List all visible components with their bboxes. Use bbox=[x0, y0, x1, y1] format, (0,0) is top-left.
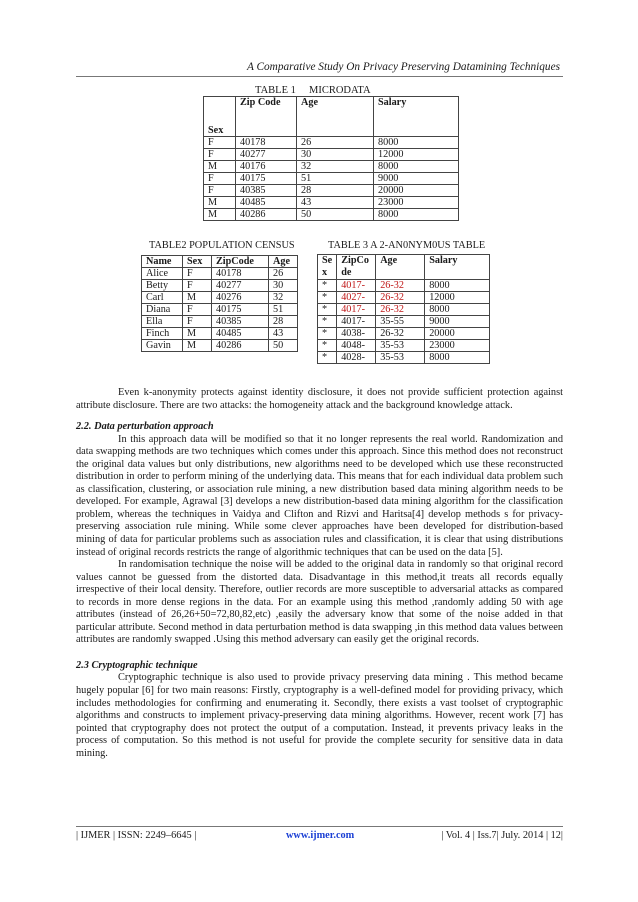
table-row bbox=[318, 328, 490, 340]
table-cell: 8000 bbox=[374, 161, 459, 173]
section-heading-2-2: 2.2. Data perturbation approach bbox=[76, 421, 214, 433]
table-header-cell: Salary bbox=[425, 255, 490, 280]
table-row bbox=[142, 328, 298, 340]
table-row bbox=[142, 304, 298, 316]
paragraph-cryptographic: Cryptographic technique is also used to provide privacy preserving data mining . This method became hugely popular [6] for two main reasons: Firstly, cryptography is a well-defined model for providing privacy, which includes methodologies for confirming and enumerating it. Secondly, there exists a vast toolset of cryptographic algorithms and constructs to implement privacy-preserving data mining algorithms. However, recent work [7] has pointed that cryptography does not protect the output of a computation. Instead, it prevents privacy leaks in the process of computation. So this method is not useful for provide the complete security for sensitive data in data mining. bbox=[76, 672, 563, 759]
table-cell: F bbox=[204, 149, 236, 161]
table-cell: 32 bbox=[297, 161, 374, 173]
table-cell: 4028- bbox=[337, 352, 376, 364]
table-cell: Diana bbox=[142, 304, 183, 316]
table3-caption: TABLE 3 A 2-AN0NYM0US TABLE bbox=[328, 240, 486, 251]
footer-website-link[interactable]: www.ijmer.com bbox=[286, 830, 355, 841]
table-cell: 26 bbox=[297, 137, 374, 149]
section-heading-2-3: 2.3 Cryptographic technique bbox=[76, 659, 198, 671]
table1-caption: TABLE 1 MICRODATA bbox=[255, 85, 371, 96]
table-cell: * bbox=[318, 340, 337, 352]
table-row bbox=[204, 185, 459, 197]
table-cell: F bbox=[204, 185, 236, 197]
paragraph-perturbation-2: In randomisation technique the noise will be added to the original data in randomly so that original record values cannot be guessed from the distorted data. Disadvantage in this method,it treats all records equally irrespective of their local density. Therefore, outlier records are more susceptible to adversarial attacks as compared to records in more dense regions in the data. For an example using this method ,randomly adding 50 with age attributes (instead of 26,26+50=72,80,82,etc) ,easily the adversary know that some of the noise added in that particular attribute. Second method in data perturbation method is data swapping ,in this method data values between attributes are randomly swapped .Using this method adversary can easily get the original records. bbox=[76, 559, 563, 646]
table-row bbox=[204, 197, 459, 209]
table-cell: 40175 bbox=[236, 173, 297, 185]
table-cell: 40178 bbox=[236, 137, 297, 149]
table-cell: 50 bbox=[297, 209, 374, 221]
body-text bbox=[76, 387, 563, 760]
table-row bbox=[318, 304, 490, 316]
table-header-cell: Age bbox=[376, 255, 425, 280]
table-cell: 30 bbox=[269, 280, 298, 292]
table-cell: 40276 bbox=[212, 292, 269, 304]
table-cell: M bbox=[204, 197, 236, 209]
table1-header-salary: Salary bbox=[374, 97, 459, 137]
table-row bbox=[204, 173, 459, 185]
table-row bbox=[204, 137, 459, 149]
table1-header-row bbox=[204, 97, 459, 137]
table-row bbox=[142, 340, 298, 352]
table-header-cell: Sex bbox=[183, 256, 212, 268]
table-cell: M bbox=[183, 292, 212, 304]
table-cell: 51 bbox=[269, 304, 298, 316]
table-cell: 9000 bbox=[374, 173, 459, 185]
table-cell: 4017- bbox=[337, 304, 376, 316]
table-cell: 9000 bbox=[425, 316, 490, 328]
table-cell: 40385 bbox=[212, 316, 269, 328]
table-cell: 8000 bbox=[374, 209, 459, 221]
table-cell: 43 bbox=[269, 328, 298, 340]
table-cell: 26-32 bbox=[376, 304, 425, 316]
table-cell: Betty bbox=[142, 280, 183, 292]
table-row bbox=[318, 352, 490, 364]
table-cell: 26-32 bbox=[376, 280, 425, 292]
table-cell: 23000 bbox=[374, 197, 459, 209]
table-cell: 8000 bbox=[425, 352, 490, 364]
table-cell: 40277 bbox=[212, 280, 269, 292]
table-cell: M bbox=[204, 161, 236, 173]
population-census-table bbox=[141, 255, 298, 352]
table-cell: 4017- bbox=[337, 280, 376, 292]
table-cell: Gavin bbox=[142, 340, 183, 352]
table-cell: Ella bbox=[142, 316, 183, 328]
table-header-cell: ZipCo de bbox=[337, 255, 376, 280]
table-cell: 50 bbox=[269, 340, 298, 352]
table-cell: 4027- bbox=[337, 292, 376, 304]
table-row bbox=[142, 280, 298, 292]
table-cell: 12000 bbox=[374, 149, 459, 161]
table-header-cell: ZipCode bbox=[212, 256, 269, 268]
table-cell: 43 bbox=[297, 197, 374, 209]
table-row bbox=[204, 149, 459, 161]
table-cell: 20000 bbox=[374, 185, 459, 197]
table-cell: 26-32 bbox=[376, 328, 425, 340]
anonymous-table bbox=[317, 254, 490, 364]
table-header-cell: Name bbox=[142, 256, 183, 268]
table-row bbox=[142, 292, 298, 304]
table-cell: * bbox=[318, 304, 337, 316]
table-cell: 40175 bbox=[212, 304, 269, 316]
table-row bbox=[318, 280, 490, 292]
table-cell: 35-53 bbox=[376, 352, 425, 364]
table-cell: 40485 bbox=[236, 197, 297, 209]
table-cell: 40385 bbox=[236, 185, 297, 197]
table-cell: F bbox=[204, 137, 236, 149]
table-row bbox=[318, 340, 490, 352]
table-cell: 32 bbox=[269, 292, 298, 304]
table-cell: 26 bbox=[269, 268, 298, 280]
table-row bbox=[204, 161, 459, 173]
table-cell: 8000 bbox=[374, 137, 459, 149]
header-rule bbox=[76, 76, 563, 77]
table-cell: 40277 bbox=[236, 149, 297, 161]
table1-header-sex: Sex bbox=[204, 97, 236, 137]
table-cell: F bbox=[183, 316, 212, 328]
table-cell: * bbox=[318, 292, 337, 304]
table-cell: 4038- bbox=[337, 328, 376, 340]
table-row bbox=[204, 209, 459, 221]
table-header-cell: Se x bbox=[318, 255, 337, 280]
paragraph-perturbation-1: In this approach data will be modified so that it no longer represents the real world. Randomization and data swapping methods are two techniques which comes under this approach. Since this method does not reconstruct the original data values but only distributions, new algorithms need to be developed which use these reconstructed distribution in order to perform mining of the underlying data. This means that for each individual data problem such as classification, clustering, or association rule mining, a new distribution based data mining algorithm needs to be developed. For example, Agrawal [3] develops a new distribution-based data mining algorithm for the classification problem, whereas the techniques in Vaidya and Clifton and Rizvi and Haritsa[4] develop methods s for privacy-preserving association rule mining. While some clever approaches have been developed for distribution-based mining of data for particular problems such as association rules and classification, it is clear that using distributions instead of original records restricts the range of algorithmic techniques that can be used on the data [5]. bbox=[76, 433, 563, 558]
table3-body bbox=[318, 255, 490, 364]
table-cell: * bbox=[318, 316, 337, 328]
table2-header-row bbox=[142, 256, 298, 268]
intro-paragraph: Even k-anonymity protects against identity disclosure, it does not provide sufficient protection against attribute disclosure. There are two attacks: the homogeneity attack and the background knowledge attack. bbox=[76, 387, 563, 411]
table-cell: Carl bbox=[142, 292, 183, 304]
table-header-cell: Age bbox=[269, 256, 298, 268]
table-cell: 51 bbox=[297, 173, 374, 185]
table-cell: 8000 bbox=[425, 304, 490, 316]
table-cell: 40485 bbox=[212, 328, 269, 340]
table-cell: Finch bbox=[142, 328, 183, 340]
table2-body bbox=[142, 256, 298, 352]
table-cell: 35-53 bbox=[376, 340, 425, 352]
table-cell: 28 bbox=[269, 316, 298, 328]
table-row bbox=[318, 316, 490, 328]
table-cell: 30 bbox=[297, 149, 374, 161]
table-row bbox=[318, 292, 490, 304]
table1-header-zip: Zip Code bbox=[236, 97, 297, 137]
table1-header-age: Age bbox=[297, 97, 374, 137]
table-cell: * bbox=[318, 352, 337, 364]
table-cell: 26-32 bbox=[376, 292, 425, 304]
table-cell: * bbox=[318, 328, 337, 340]
table2-caption: TABLE2 POPULATION CENSUS bbox=[149, 240, 295, 251]
table-cell: F bbox=[183, 280, 212, 292]
table1-body bbox=[204, 137, 459, 221]
running-header: A Comparative Study On Privacy Preserving Datamining Techniques bbox=[246, 61, 560, 73]
table-cell: 35-55 bbox=[376, 316, 425, 328]
table-cell: 40176 bbox=[236, 161, 297, 173]
table-cell: 20000 bbox=[425, 328, 490, 340]
table-cell: 40286 bbox=[236, 209, 297, 221]
table-cell: 40178 bbox=[212, 268, 269, 280]
table3-header-row bbox=[318, 255, 490, 280]
microdata-table bbox=[203, 96, 459, 221]
footer-rule bbox=[76, 826, 563, 827]
table-row bbox=[142, 268, 298, 280]
footer-journal: | IJMER | ISSN: 2249–6645 | bbox=[76, 830, 197, 841]
table-cell: Alice bbox=[142, 268, 183, 280]
table-cell: 23000 bbox=[425, 340, 490, 352]
table-cell: F bbox=[183, 304, 212, 316]
table-cell: M bbox=[183, 328, 212, 340]
table-row bbox=[142, 316, 298, 328]
table-cell: F bbox=[204, 173, 236, 185]
table-cell: 12000 bbox=[425, 292, 490, 304]
table-cell: 4048- bbox=[337, 340, 376, 352]
table-cell: 4017- bbox=[337, 316, 376, 328]
table-cell: M bbox=[183, 340, 212, 352]
table-cell: 8000 bbox=[425, 280, 490, 292]
footer-volume: | Vol. 4 | Iss.7| July. 2014 | 12| bbox=[441, 830, 563, 841]
table-cell: 40286 bbox=[212, 340, 269, 352]
table-cell: M bbox=[204, 209, 236, 221]
table-cell: * bbox=[318, 280, 337, 292]
table-cell: 28 bbox=[297, 185, 374, 197]
table-cell: F bbox=[183, 268, 212, 280]
